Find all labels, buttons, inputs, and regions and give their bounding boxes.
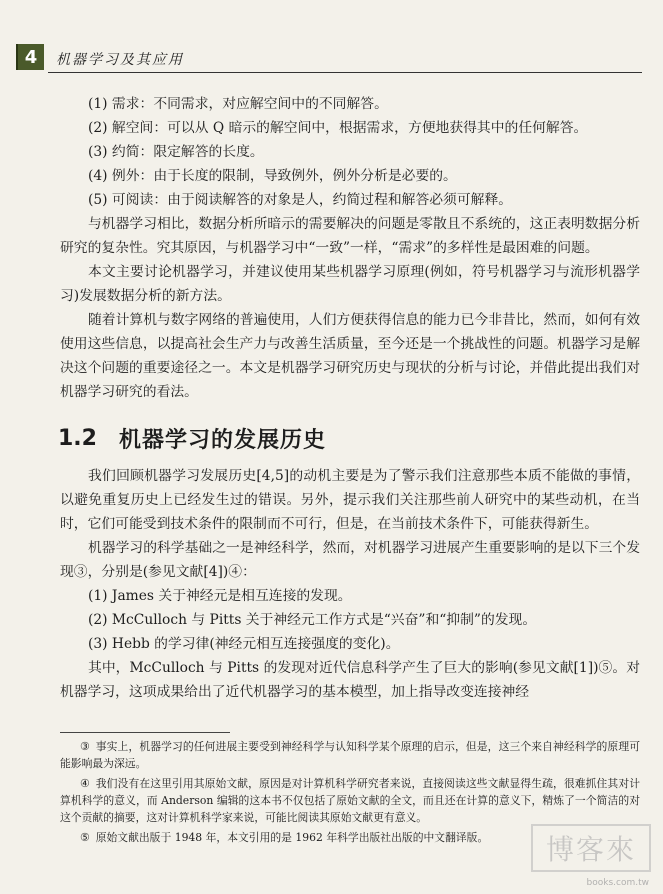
footnote-mark: ④: [80, 777, 90, 790]
list-item: (3) Hebb 的学习律(神经元相互连接强度的变化)。: [88, 636, 400, 652]
list-item: (4) 例外：由于长度的限制，导致例外，例外分析是必要的。: [88, 168, 457, 184]
list-item: (2) McCulloch 与 Pitts 关于神经元工作方式是“兴奋”和“抑制”的发现。: [88, 612, 537, 628]
body-mid: [60, 464, 640, 704]
section-title: 机器学习的发展历史: [118, 427, 326, 453]
paragraph: 机器学习的科学基础之一是神经科学，然而，对机器学习进展产生重要影响的是以下三个发现③，分别是(参见文献[4])④：: [60, 540, 640, 580]
footnote: [60, 738, 640, 772]
list-item: (1) 需求：不同需求，对应解空间中的不同解答。: [88, 96, 388, 112]
list-item: (3) 约简：限定解答的长度。: [88, 144, 264, 160]
page-number: 4: [18, 44, 44, 70]
watermark-logo: 博客來: [531, 824, 651, 872]
header-rule: [48, 72, 642, 73]
page-header: [16, 42, 648, 74]
list-item: (5) 可阅读：由于阅读解答的对象是人，约简过程和解答必须可解释。: [88, 192, 513, 208]
section-number: 1.2: [58, 425, 97, 451]
footnote: [60, 775, 640, 826]
body-top: [60, 92, 640, 404]
footnote-mark: ③: [80, 740, 90, 753]
list-item: (1) James 关于神经元是相互连接的发现。: [88, 588, 352, 604]
footnote-rule: [60, 732, 230, 733]
paragraph: 本文主要讨论机器学习，并建议使用某些机器学习原理(例如，符号机器学习与流形机器学习)发展数据分析的新方法。: [60, 264, 640, 304]
section-heading: [58, 420, 638, 456]
list-item: (2) 解空间：可以从 Q 暗示的解空间中，根据需求，方便地获得其中的任何解答。: [88, 120, 588, 136]
paragraph: 随着计算机与数字网络的普遍使用，人们方便获得信息的能力已今非昔比，然而，如何有效使用这些信息，以提高社会生产力与改善生活质量，至今还是一个挑战性的问题。机器学习是解决这个问题的重要途径之一。本文是机器学习研究历史与现状的分析与讨论，并借此提出我们对机器学习研究的看法。: [60, 312, 640, 400]
footnote-text: 原始文献出版于 1948 年，本文引用的是 1962 年科学出版社出版的中文翻译版。: [95, 831, 489, 844]
footnote-text: 我们没有在这里引用其原始文献，原因是对计算机科学研究者来说，直接阅读这些文献显得生疏，很难抓住其对计算机科学的意义，而 Anderson 编辑的这本书不仅包括了原始文献的全文，而且还在计算的意义下，精炼了一个简洁的对这个贡献的摘要，这对计算机科学家来说，可能比阅读其原始文献更有意义。: [60, 777, 640, 824]
footnote-text: 事实上，机器学习的任何进展主要受到神经科学与认知科学某个原理的启示，但是，这三个来自神经科学的原理可能影响最为深远。: [60, 740, 640, 770]
paragraph: 其中，McCulloch 与 Pitts 的发现对近代信息科学产生了巨大的影响(参见文献[1])⑤。对机器学习，这项成果给出了近代机器学习的基本模型，加上指导改变连接神经: [60, 660, 640, 700]
watermark-url: books.com.tw: [586, 878, 649, 888]
paragraph: 与机器学习相比，数据分析所暗示的需要解决的问题是零散且不系统的，这正表明数据分析研究的复杂性。究其原因，与机器学习中“一致”一样，“需求”的多样性是最困难的问题。: [60, 216, 640, 256]
running-title: 机器学习及其应用: [56, 52, 184, 68]
footnote-mark: ⑤: [80, 831, 90, 844]
paragraph: 我们回顾机器学习发展历史[4,5]的动机主要是为了警示我们注意那些本质不能做的事情，以避免重复历史上已经发生过的错误。另外，提示我们关注那些前人研究中的某些动机，在当时，它们可能受到技术条件的限制而不可行，但是，在当前技术条件下，可能获得新生。: [60, 468, 640, 532]
